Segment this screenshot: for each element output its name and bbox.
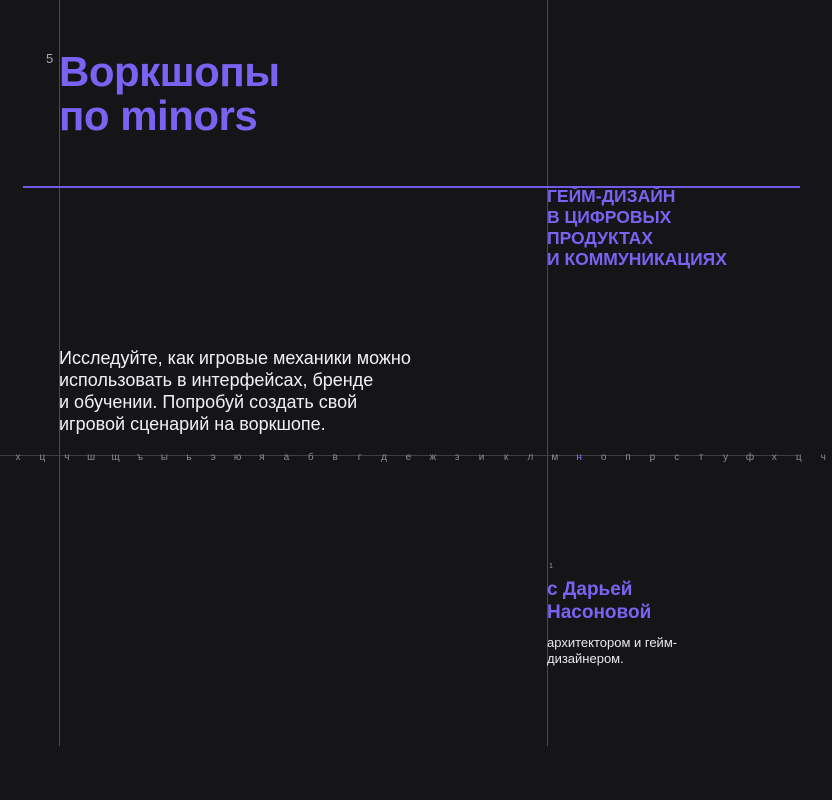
alphabet-letter: у xyxy=(723,452,729,463)
title-line-1: Воркшопы xyxy=(59,48,280,95)
topic-heading xyxy=(547,186,797,270)
speaker-name-line-1: с Дарьей xyxy=(547,579,633,600)
alphabet-letter: ь xyxy=(186,452,192,463)
alphabet-letter: и xyxy=(478,452,485,463)
description-line-4: игровой сценарий на воркшопе. xyxy=(59,414,326,434)
alphabet-letter: х xyxy=(15,452,21,463)
title-line-2: по minors xyxy=(59,92,258,139)
alphabet-letter: х xyxy=(771,452,777,463)
alphabet-letter: а xyxy=(283,452,290,463)
alphabet-letter: ж xyxy=(429,452,437,463)
alphabet-letter: к xyxy=(503,452,509,463)
alphabet-letter: я xyxy=(259,452,265,463)
speaker-name xyxy=(547,578,797,624)
alphabet-letter: е xyxy=(405,452,412,463)
alphabet-letter: д xyxy=(381,452,387,463)
alphabet-letter: ы xyxy=(160,452,168,463)
description-line-1: Исследуйте, как игровые механики можно xyxy=(59,348,411,368)
alphabet-letter: ц xyxy=(39,452,46,463)
alphabet-letter: ю xyxy=(233,452,242,463)
alphabet-letter: ч xyxy=(820,452,826,463)
alphabet-letter: б xyxy=(307,452,314,463)
alphabet-letter: т xyxy=(698,452,704,463)
speaker-desc-line-2: дизайнером. xyxy=(547,651,624,666)
alphabet-letter: п xyxy=(625,452,631,463)
alphabet-letter: о xyxy=(600,452,607,463)
alphabet-letter: ч xyxy=(64,452,70,463)
alphabet-letter: н xyxy=(576,452,582,463)
alphabet-letter: в xyxy=(332,452,338,463)
description xyxy=(59,347,519,435)
page-title xyxy=(59,50,529,138)
alphabet-letter: э xyxy=(210,452,216,463)
speaker-marker: 1 xyxy=(549,563,553,570)
alphabet-letter: ъ xyxy=(136,452,144,463)
alphabet-letter: г xyxy=(357,452,362,463)
description-line-3: и обучении. Попробуй создать свой xyxy=(59,392,358,412)
alphabet-letter: л xyxy=(527,452,534,463)
alphabet-letter: ф xyxy=(745,452,755,463)
alphabet-letter: с xyxy=(674,452,680,463)
alphabet-letter: ш xyxy=(87,452,96,463)
speaker-name-line-2: Насоновой xyxy=(547,602,652,623)
alphabet-letter: ц xyxy=(795,452,802,463)
alphabet-letter: щ xyxy=(111,452,120,463)
description-line-2: использовать в интерфейсах, бренде xyxy=(59,370,374,390)
alphabet-letter: м xyxy=(551,452,559,463)
speaker-description xyxy=(547,635,767,667)
alphabet-letter: з xyxy=(454,452,460,463)
alphabet-letter: р xyxy=(649,452,656,463)
page-number: 5 xyxy=(46,51,54,66)
topic-line-2: В ЦИФРОВЫХ xyxy=(547,207,672,227)
alphabet-ruler xyxy=(0,452,826,468)
speaker-desc-line-1: архитектором и гейм- xyxy=(547,635,678,650)
topic-line-1: ГЕЙМ-ДИЗАЙН xyxy=(547,186,676,206)
topic-line-3: ПРОДУКТАХ xyxy=(547,228,653,248)
topic-line-4: И КОММУНИКАЦИЯХ xyxy=(547,249,727,269)
